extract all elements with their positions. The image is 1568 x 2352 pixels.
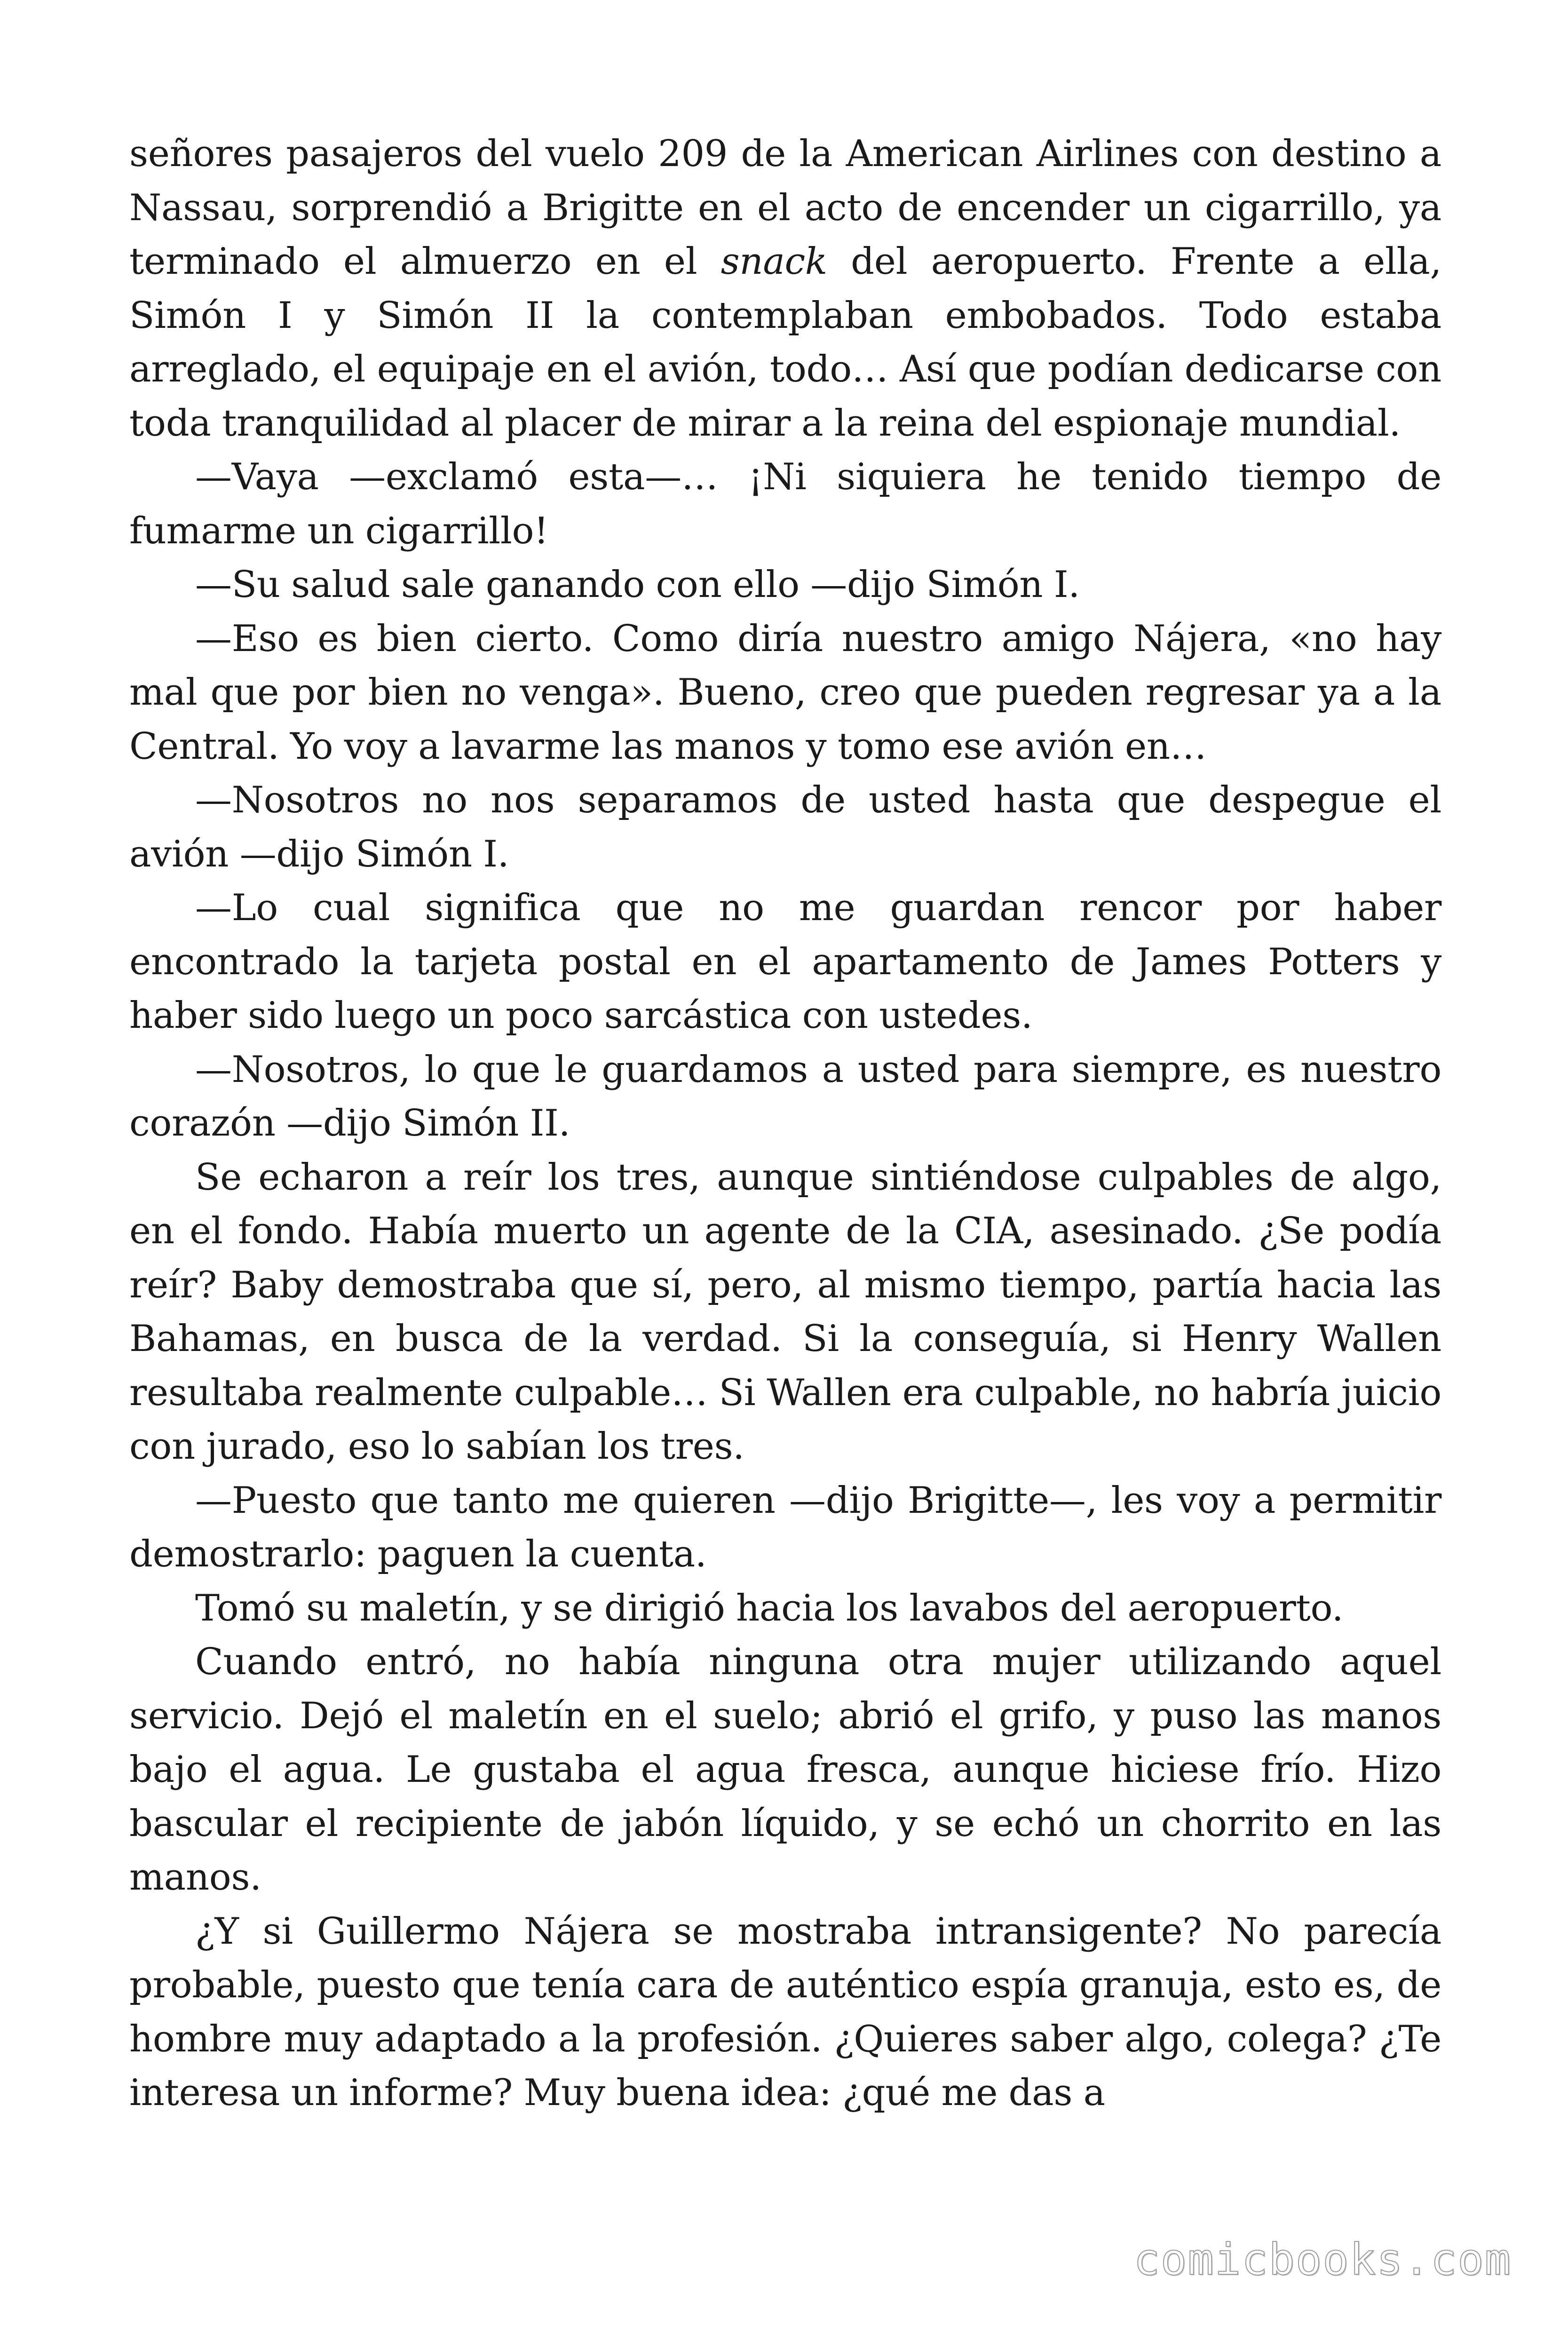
- paragraph-12: [129, 1905, 1441, 2120]
- paragraph-text: Tomó su maletín, y se dirigió hacia los lavabos del aeropuerto.: [195, 1587, 1344, 1629]
- paragraph-3: [129, 558, 1441, 612]
- paragraph-text: del aeropuerto. Frente a ella, Simón I y Simón II la contemplaban embobados. Todo estaba arreglado, el equipaje en el avión, todo… Así que podían dedicarse con toda tranquilidad al placer de mirar a la reina del espionaje mundial.: [129, 240, 1441, 445]
- paragraph-text: señores pasajeros del vuelo 209 de la American Airlines con destino a Nassau, sorprendió a Brigitte en el acto de encender un cigarrillo, ya terminado el almuerzo en el: [129, 133, 1441, 283]
- italic-text: snack: [721, 240, 827, 283]
- paragraph-9: [129, 1474, 1441, 1581]
- paragraph-8: [129, 1151, 1441, 1474]
- paragraph-1: [129, 127, 1441, 450]
- paragraph-text: —Puesto que tanto me quieren —dijo Brigitte—, les voy a permitir demostrarlo: paguen la cuenta.: [129, 1479, 1441, 1575]
- paragraph-11: [129, 1635, 1441, 1905]
- paragraph-text: Se echaron a reír los tres, aunque sintiéndose culpables de algo, en el fondo. Había muerto un agente de la CIA, asesinado. ¿Se podía reír? Baby demostraba que sí, pero, al mismo tiempo, partía hacia las Bahamas, en busca de la verdad. Si la conseguía, si Henry Wallen resultaba realmente culpable… Si Wallen era culpable, no habría juicio con jurado, eso lo sabían los tres.: [129, 1156, 1441, 1468]
- paragraph-10: [129, 1581, 1441, 1636]
- paragraph-text: —Su salud sale ganando con ello —dijo Simón I.: [195, 564, 1080, 606]
- paragraph-text: —Vaya —exclamó esta—… ¡Ni siquiera he tenido tiempo de fumarme un cigarrillo!: [129, 456, 1441, 552]
- page-body: [129, 127, 1441, 2120]
- paragraph-text: —Eso es bien cierto. Como diría nuestro amigo Nájera, «no hay mal que por bien no venga». Bueno, creo que pueden regresar ya a la Central. Yo voy a lavarme las manos y tomo ese avión en…: [129, 617, 1441, 768]
- paragraph-5: [129, 773, 1441, 881]
- paragraph-text: —Lo cual significa que no me guardan rencor por haber encontrado la tarjeta postal en el apartamento de James Potters y haber sido luego un poco sarcástica con ustedes.: [129, 887, 1441, 1037]
- paragraph-text: —Nosotros, lo que le guardamos a usted para siempre, es nuestro corazón —dijo Simón II.: [129, 1048, 1441, 1144]
- paragraph-4: [129, 612, 1441, 774]
- paragraph-6: [129, 881, 1441, 1043]
- paragraph-7: [129, 1043, 1441, 1151]
- paragraph-2: [129, 450, 1441, 558]
- paragraph-text: Cuando entró, no había ninguna otra mujer utilizando aquel servicio. Dejó el maletín en el suelo; abrió el grifo, y puso las manos bajo el agua. Le gustaba el agua fresca, aunque hiciese frío. Hizo bascular el recipiente de jabón líquido, y se echó un chorrito en las manos.: [129, 1641, 1441, 1899]
- paragraph-text: —Nosotros no nos separamos de usted hasta que despegue el avión —dijo Simón I.: [129, 779, 1441, 875]
- watermark-text: comicbooks.com: [1133, 2234, 1512, 2285]
- paragraph-text: ¿Y si Guillermo Nájera se mostraba intransigente? No parecía probable, puesto que tenía cara de auténtico espía granuja, esto es, de hombre muy adaptado a la profesión. ¿Quieres saber algo, colega? ¿Te interesa un informe? Muy buena idea: ¿qué me das a: [129, 1910, 1441, 2114]
